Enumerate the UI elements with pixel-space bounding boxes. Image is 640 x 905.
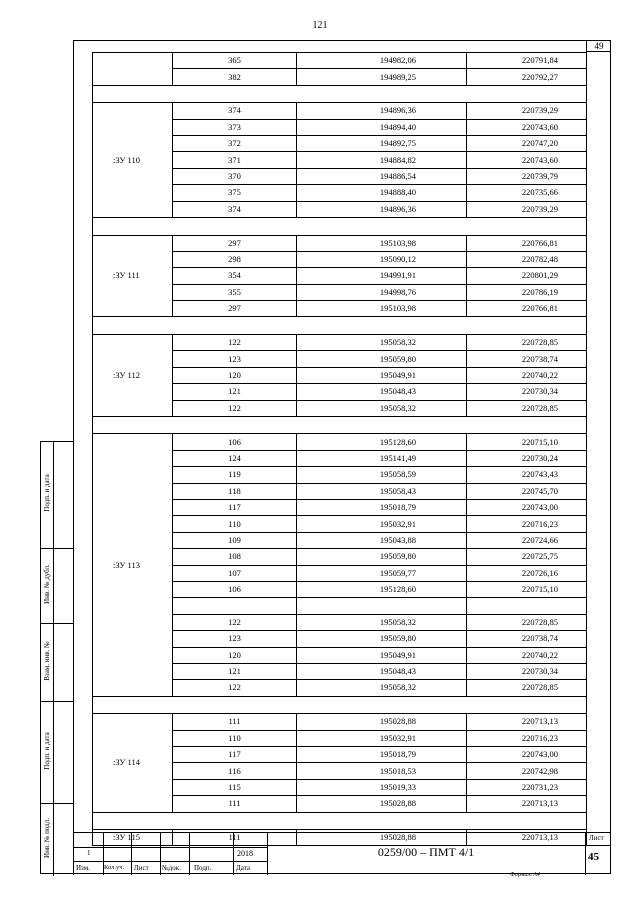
point-number	[173, 598, 297, 614]
point-number: 374	[173, 103, 297, 119]
header-sheet: Лист	[134, 864, 149, 872]
year: 2018	[237, 849, 253, 858]
coordinates-table	[92, 52, 587, 846]
header-sign: Подп.	[194, 864, 212, 872]
coord-x: 195032,91	[297, 730, 467, 746]
header-change: Изм.	[76, 864, 90, 872]
coord-x: 195048,43	[297, 663, 467, 679]
coord-x: 195058,59	[297, 467, 467, 483]
table-row	[93, 235, 587, 251]
coord-y: 220730,34	[467, 663, 587, 679]
coord-y: 220743,00	[467, 499, 587, 515]
point-number: 124	[173, 450, 297, 466]
coord-x: 195059,80	[297, 631, 467, 647]
format-note: Формат А4	[510, 872, 540, 878]
coord-x: 195141,49	[297, 450, 467, 466]
point-number: 111	[173, 796, 297, 812]
coord-y: 220739,29	[467, 103, 587, 119]
coord-y: 220766,81	[467, 301, 587, 317]
coord-x: 194998,76	[297, 284, 467, 300]
side-row-dup-inv	[41, 548, 74, 623]
change-number: 1	[87, 849, 91, 857]
coord-y: 220716,23	[467, 730, 587, 746]
coord-y: 220738,74	[467, 351, 587, 367]
coord-y: 220728,85	[467, 680, 587, 696]
sheet-label: Лист	[589, 834, 604, 842]
parcel-label	[93, 53, 173, 86]
coord-x: 195048,43	[297, 384, 467, 400]
point-number: 111	[173, 830, 297, 846]
point-number: 120	[173, 367, 297, 383]
coord-x: 195018,53	[297, 763, 467, 779]
side-label: Инв. № подл.	[43, 818, 51, 858]
coord-x: 195058,43	[297, 483, 467, 499]
coord-x: 194892,75	[297, 136, 467, 152]
parcel-label: :ЗУ 114	[93, 714, 173, 812]
coord-y: 220728,85	[467, 334, 587, 350]
point-number: 107	[173, 565, 297, 581]
coord-x: 195028,88	[297, 796, 467, 812]
coord-y: 220742,98	[467, 763, 587, 779]
header-doc: №док.	[162, 864, 181, 872]
coord-y: 220739,29	[467, 201, 587, 217]
coord-y: 220715,10	[467, 581, 587, 597]
coord-x: 194982,06	[297, 53, 467, 69]
coord-x: 195043,88	[297, 532, 467, 548]
separator-cell	[93, 218, 587, 236]
coord-x: 194896,36	[297, 201, 467, 217]
point-number: 106	[173, 434, 297, 450]
coord-y: 220738,74	[467, 631, 587, 647]
point-number: 117	[173, 499, 297, 515]
coord-x: 195032,91	[297, 516, 467, 532]
parcel-label: :ЗУ 110	[93, 103, 173, 218]
table-row	[93, 103, 587, 119]
coord-x: 194989,25	[297, 69, 467, 85]
coord-x: 195058,32	[297, 400, 467, 416]
point-number: 110	[173, 730, 297, 746]
coord-x: 195103,98	[297, 301, 467, 317]
coord-x: 194896,36	[297, 103, 467, 119]
point-number: 116	[173, 763, 297, 779]
coord-y: 220740,22	[467, 367, 587, 383]
coord-y: 220713,13	[467, 796, 587, 812]
coord-x: 195059,77	[297, 565, 467, 581]
separator-cell	[93, 696, 587, 714]
point-number: 123	[173, 351, 297, 367]
side-label: Подп. и дата	[43, 474, 51, 512]
coord-y: 220728,85	[467, 614, 587, 630]
coord-y: 220715,10	[467, 434, 587, 450]
separator-cell	[93, 812, 587, 830]
coord-x: 195018,79	[297, 746, 467, 762]
side-row-sign-date-1	[41, 442, 74, 548]
coord-y: 220745,70	[467, 483, 587, 499]
coord-x: 195058,32	[297, 614, 467, 630]
point-number: 374	[173, 201, 297, 217]
separator-cell	[93, 85, 587, 103]
coord-y: 220713,13	[467, 714, 587, 730]
coord-y: 220713,13	[467, 830, 587, 846]
coord-x: 194888,40	[297, 185, 467, 201]
point-number: 106	[173, 581, 297, 597]
point-number: 375	[173, 185, 297, 201]
coord-y: 220728,85	[467, 400, 587, 416]
point-number: 115	[173, 779, 297, 795]
coord-y: 220766,81	[467, 235, 587, 251]
point-number: 111	[173, 714, 297, 730]
coord-y: 220743,43	[467, 467, 587, 483]
sheet-number-box: 49	[586, 40, 611, 52]
coord-x: 194894,40	[297, 119, 467, 135]
coord-x: 195049,91	[297, 367, 467, 383]
point-number: 119	[173, 467, 297, 483]
point-number: 382	[173, 69, 297, 85]
point-number: 122	[173, 680, 297, 696]
side-stamp	[40, 441, 73, 874]
point-number: 121	[173, 384, 297, 400]
coord-y: 220731,23	[467, 779, 587, 795]
coord-y: 220716,23	[467, 516, 587, 532]
point-number: 297	[173, 301, 297, 317]
coord-x: 195049,91	[297, 647, 467, 663]
point-number: 298	[173, 251, 297, 267]
coord-y: 220801,29	[467, 268, 587, 284]
group-separator-row	[93, 218, 587, 236]
coord-y: 220743,00	[467, 746, 587, 762]
point-number: 122	[173, 400, 297, 416]
point-number: 121	[173, 663, 297, 679]
table-row	[93, 434, 587, 450]
coord-y: 220792,27	[467, 69, 587, 85]
parcel-label: :ЗУ 115	[93, 830, 173, 846]
point-number: 120	[173, 647, 297, 663]
side-row-sign-date-2	[41, 701, 74, 803]
coord-y: 220730,34	[467, 384, 587, 400]
point-number: 123	[173, 631, 297, 647]
group-separator-row	[93, 85, 587, 103]
side-row-replace-inv	[41, 623, 74, 701]
point-number: 122	[173, 334, 297, 350]
coord-x: 195128,60	[297, 581, 467, 597]
point-number: 371	[173, 152, 297, 168]
table-row	[93, 714, 587, 730]
point-number: 372	[173, 136, 297, 152]
coord-y: 220739,79	[467, 168, 587, 184]
point-number: 122	[173, 614, 297, 630]
table-row	[93, 334, 587, 350]
coord-y: 220724,66	[467, 532, 587, 548]
point-number: 110	[173, 516, 297, 532]
separator-cell	[93, 317, 587, 335]
coord-y: 220726,16	[467, 565, 587, 581]
coord-x: 195028,88	[297, 830, 467, 846]
coord-y: 220782,48	[467, 251, 587, 267]
group-separator-row	[93, 317, 587, 335]
coord-x: 195058,32	[297, 334, 467, 350]
sheet-number: 45	[588, 851, 599, 863]
point-number: 117	[173, 746, 297, 762]
coord-y: 220730,24	[467, 450, 587, 466]
point-number: 354	[173, 268, 297, 284]
coord-y: 220747,20	[467, 136, 587, 152]
coord-x: 195018,79	[297, 499, 467, 515]
side-label: Подп. и дата	[43, 732, 51, 770]
coord-y: 220786,19	[467, 284, 587, 300]
point-number: 108	[173, 549, 297, 565]
separator-cell	[93, 416, 587, 434]
point-number: 109	[173, 532, 297, 548]
point-number: 365	[173, 53, 297, 69]
coord-y: 220725,75	[467, 549, 587, 565]
page-number: 121	[312, 20, 328, 31]
parcel-label: :ЗУ 112	[93, 334, 173, 416]
document-code: 0259/00 – ПМТ 4/1	[377, 845, 475, 859]
coord-x: 194886,54	[297, 168, 467, 184]
coord-y: 220791,84	[467, 53, 587, 69]
point-number: 370	[173, 168, 297, 184]
coord-x: 195059,80	[297, 549, 467, 565]
header-count: Кол.уч.	[104, 864, 125, 871]
coord-x: 195090,12	[297, 251, 467, 267]
coord-x: 195103,98	[297, 235, 467, 251]
title-block	[73, 832, 611, 875]
coord-x: 195059,80	[297, 351, 467, 367]
parcel-label: :ЗУ 113	[93, 434, 173, 696]
coord-y: 220740,22	[467, 647, 587, 663]
parcel-label: :ЗУ 111	[93, 235, 173, 317]
coord-x: 194991,91	[297, 268, 467, 284]
coord-x: 195028,88	[297, 714, 467, 730]
table-row	[93, 53, 587, 69]
group-separator-row	[93, 416, 587, 434]
point-number: 355	[173, 284, 297, 300]
group-separator-row	[93, 696, 587, 714]
point-number: 297	[173, 235, 297, 251]
coord-y: 220743,60	[467, 119, 587, 135]
side-label: Взам. инв. №	[43, 641, 51, 681]
header-date: Дата	[236, 864, 250, 872]
side-label: Инв. № дубл.	[43, 564, 51, 604]
coord-y: 220735,66	[467, 185, 587, 201]
coord-x: 195019,33	[297, 779, 467, 795]
coord-y	[467, 598, 587, 614]
side-row-orig-inv	[41, 803, 74, 875]
point-number: 373	[173, 119, 297, 135]
coord-x: 194884,82	[297, 152, 467, 168]
coord-x: 195058,32	[297, 680, 467, 696]
coord-x	[297, 598, 467, 614]
group-separator-row	[93, 812, 587, 830]
coord-x: 195128,60	[297, 434, 467, 450]
coord-y: 220743,60	[467, 152, 587, 168]
point-number: 118	[173, 483, 297, 499]
